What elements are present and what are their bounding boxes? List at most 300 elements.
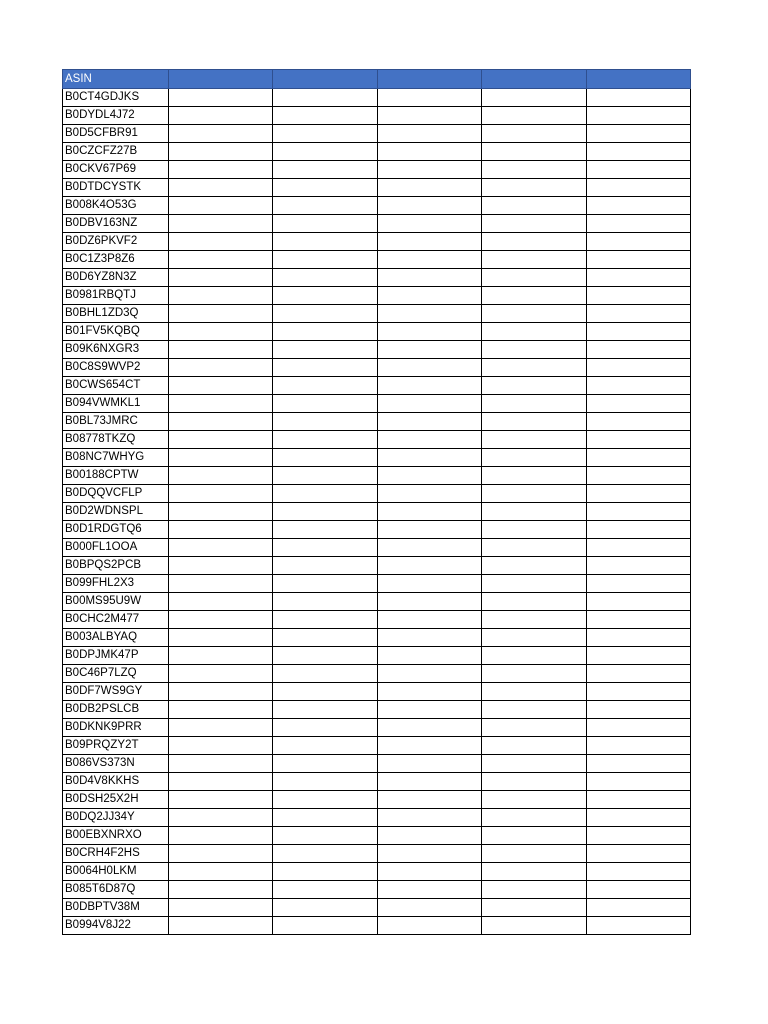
empty-cell[interactable] — [273, 467, 377, 485]
empty-cell[interactable] — [169, 539, 273, 557]
asin-cell[interactable]: B0CKV67P69 — [63, 161, 169, 179]
empty-cell[interactable] — [482, 629, 586, 647]
table-row — [63, 521, 691, 539]
asin-cell[interactable]: B0DTDCYSTK — [63, 179, 169, 197]
asin-cell[interactable]: B0C8S9WVP2 — [63, 359, 169, 377]
header-cell-5[interactable] — [482, 70, 586, 89]
asin-cell[interactable]: B0DPJMK47P — [63, 647, 169, 665]
empty-cell[interactable] — [169, 287, 273, 305]
empty-cell[interactable] — [377, 521, 481, 539]
empty-cell[interactable] — [273, 827, 377, 845]
asin-cell[interactable]: B0DF7WS9GY — [63, 683, 169, 701]
empty-cell[interactable] — [169, 449, 273, 467]
empty-cell[interactable] — [377, 791, 481, 809]
empty-cell[interactable] — [586, 629, 690, 647]
empty-cell[interactable] — [377, 539, 481, 557]
asin-cell[interactable]: B0DBPTV38M — [63, 899, 169, 917]
empty-cell[interactable] — [273, 557, 377, 575]
empty-cell[interactable] — [586, 305, 690, 323]
asin-cell[interactable]: B00188CPTW — [63, 467, 169, 485]
empty-cell[interactable] — [377, 845, 481, 863]
empty-cell[interactable] — [377, 89, 481, 107]
empty-cell[interactable] — [169, 305, 273, 323]
empty-cell[interactable] — [482, 917, 586, 935]
empty-cell[interactable] — [482, 881, 586, 899]
empty-cell[interactable] — [273, 845, 377, 863]
empty-cell[interactable] — [482, 341, 586, 359]
empty-cell[interactable] — [482, 845, 586, 863]
empty-cell[interactable] — [482, 755, 586, 773]
empty-cell[interactable] — [169, 467, 273, 485]
table-row — [63, 899, 691, 917]
empty-cell[interactable] — [377, 431, 481, 449]
empty-cell[interactable] — [169, 377, 273, 395]
empty-cell[interactable] — [169, 161, 273, 179]
empty-cell[interactable] — [273, 233, 377, 251]
empty-cell[interactable] — [273, 773, 377, 791]
table-row — [63, 143, 691, 161]
empty-cell[interactable] — [586, 863, 690, 881]
empty-cell[interactable] — [273, 161, 377, 179]
empty-cell[interactable] — [273, 143, 377, 161]
asin-cell[interactable]: B0D6YZ8N3Z — [63, 269, 169, 287]
asin-cell[interactable]: B0C46P7LZQ — [63, 665, 169, 683]
empty-cell[interactable] — [586, 377, 690, 395]
empty-cell[interactable] — [169, 863, 273, 881]
empty-cell[interactable] — [586, 233, 690, 251]
empty-cell[interactable] — [377, 377, 481, 395]
empty-cell[interactable] — [482, 521, 586, 539]
empty-cell[interactable] — [586, 593, 690, 611]
empty-cell[interactable] — [377, 809, 481, 827]
empty-cell[interactable] — [586, 611, 690, 629]
asin-cell[interactable]: B0D1RDGTQ6 — [63, 521, 169, 539]
empty-cell[interactable] — [273, 683, 377, 701]
empty-cell[interactable] — [377, 161, 481, 179]
empty-cell[interactable] — [273, 899, 377, 917]
asin-cell[interactable]: B0CWS654CT — [63, 377, 169, 395]
header-cell-3[interactable] — [273, 70, 377, 89]
empty-cell[interactable] — [586, 215, 690, 233]
empty-cell[interactable] — [169, 809, 273, 827]
empty-cell[interactable] — [482, 665, 586, 683]
empty-cell[interactable] — [377, 719, 481, 737]
empty-cell[interactable] — [482, 557, 586, 575]
empty-cell[interactable] — [586, 467, 690, 485]
empty-cell[interactable] — [169, 143, 273, 161]
empty-cell[interactable] — [482, 863, 586, 881]
empty-cell[interactable] — [273, 755, 377, 773]
empty-cell[interactable] — [273, 611, 377, 629]
empty-cell[interactable] — [586, 485, 690, 503]
empty-cell[interactable] — [169, 179, 273, 197]
empty-cell[interactable] — [586, 575, 690, 593]
empty-cell[interactable] — [586, 143, 690, 161]
empty-cell[interactable] — [586, 917, 690, 935]
empty-cell[interactable] — [273, 197, 377, 215]
empty-cell[interactable] — [273, 575, 377, 593]
empty-cell[interactable] — [377, 917, 481, 935]
empty-cell[interactable] — [273, 431, 377, 449]
asin-cell[interactable]: B086VS373N — [63, 755, 169, 773]
empty-cell[interactable] — [273, 719, 377, 737]
empty-cell[interactable] — [273, 809, 377, 827]
table-row — [63, 575, 691, 593]
empty-cell[interactable] — [377, 107, 481, 125]
asin-cell[interactable]: B008K4O53G — [63, 197, 169, 215]
empty-cell[interactable] — [482, 593, 586, 611]
empty-cell[interactable] — [169, 521, 273, 539]
empty-cell[interactable] — [169, 359, 273, 377]
empty-cell[interactable] — [273, 107, 377, 125]
empty-cell[interactable] — [482, 683, 586, 701]
empty-cell[interactable] — [586, 197, 690, 215]
empty-cell[interactable] — [377, 881, 481, 899]
empty-cell[interactable] — [586, 161, 690, 179]
asin-cell[interactable]: B085T6D87Q — [63, 881, 169, 899]
empty-cell[interactable] — [586, 899, 690, 917]
asin-cell[interactable]: B0DYDL4J72 — [63, 107, 169, 125]
empty-cell[interactable] — [377, 287, 481, 305]
empty-cell[interactable] — [586, 341, 690, 359]
empty-cell[interactable] — [273, 125, 377, 143]
empty-cell[interactable] — [273, 881, 377, 899]
empty-cell[interactable] — [482, 107, 586, 125]
empty-cell[interactable] — [377, 215, 481, 233]
empty-cell[interactable] — [169, 899, 273, 917]
empty-cell[interactable] — [586, 269, 690, 287]
empty-cell[interactable] — [586, 431, 690, 449]
empty-cell[interactable] — [482, 647, 586, 665]
empty-cell[interactable] — [169, 251, 273, 269]
empty-cell[interactable] — [482, 485, 586, 503]
empty-cell[interactable] — [482, 197, 586, 215]
empty-cell[interactable] — [586, 881, 690, 899]
empty-cell[interactable] — [586, 809, 690, 827]
empty-cell[interactable] — [586, 773, 690, 791]
empty-cell[interactable] — [169, 413, 273, 431]
empty-cell[interactable] — [482, 899, 586, 917]
empty-cell[interactable] — [482, 467, 586, 485]
empty-cell[interactable] — [482, 323, 586, 341]
empty-cell[interactable] — [377, 179, 481, 197]
empty-cell[interactable] — [377, 359, 481, 377]
empty-cell[interactable] — [273, 701, 377, 719]
empty-cell[interactable] — [586, 395, 690, 413]
empty-cell[interactable] — [169, 611, 273, 629]
empty-cell[interactable] — [169, 701, 273, 719]
asin-cell[interactable]: B0DBV163NZ — [63, 215, 169, 233]
empty-cell[interactable] — [169, 881, 273, 899]
empty-cell[interactable] — [377, 341, 481, 359]
asin-cell[interactable]: B0DB2PSLCB — [63, 701, 169, 719]
table-row — [63, 161, 691, 179]
asin-cell[interactable]: B00EBXNRXO — [63, 827, 169, 845]
empty-cell[interactable] — [169, 773, 273, 791]
asin-cell[interactable]: B0CT4GDJKS — [63, 89, 169, 107]
header-cell-asin[interactable]: ASIN — [63, 70, 169, 89]
empty-cell[interactable] — [169, 197, 273, 215]
asin-cell[interactable]: B00MS95U9W — [63, 593, 169, 611]
empty-cell[interactable] — [482, 161, 586, 179]
asin-cell[interactable]: B0994V8J22 — [63, 917, 169, 935]
asin-cell[interactable]: B08NC7WHYG — [63, 449, 169, 467]
empty-cell[interactable] — [377, 683, 481, 701]
empty-cell[interactable] — [377, 269, 481, 287]
empty-cell[interactable] — [586, 539, 690, 557]
empty-cell[interactable] — [586, 413, 690, 431]
empty-cell[interactable] — [273, 593, 377, 611]
empty-cell[interactable] — [169, 593, 273, 611]
empty-cell[interactable] — [377, 899, 481, 917]
empty-cell[interactable] — [586, 647, 690, 665]
empty-cell[interactable] — [273, 503, 377, 521]
empty-cell[interactable] — [377, 593, 481, 611]
empty-cell[interactable] — [273, 449, 377, 467]
asin-cell[interactable]: B099FHL2X3 — [63, 575, 169, 593]
empty-cell[interactable] — [273, 269, 377, 287]
empty-cell[interactable] — [169, 107, 273, 125]
table-row — [63, 125, 691, 143]
table-row — [63, 827, 691, 845]
empty-cell[interactable] — [273, 629, 377, 647]
empty-cell[interactable] — [169, 485, 273, 503]
asin-cell[interactable]: B0CHC2M477 — [63, 611, 169, 629]
empty-cell[interactable] — [586, 179, 690, 197]
asin-cell[interactable]: B0DZ6PKVF2 — [63, 233, 169, 251]
asin-cell[interactable]: B0CZCFZ27B — [63, 143, 169, 161]
empty-cell[interactable] — [482, 395, 586, 413]
empty-cell[interactable] — [273, 413, 377, 431]
empty-cell[interactable] — [377, 413, 481, 431]
empty-cell[interactable] — [586, 557, 690, 575]
empty-cell[interactable] — [273, 323, 377, 341]
empty-cell[interactable] — [377, 701, 481, 719]
empty-cell[interactable] — [377, 467, 481, 485]
asin-table — [62, 69, 691, 935]
asin-cell[interactable]: B0D4V8KKHS — [63, 773, 169, 791]
empty-cell[interactable] — [273, 359, 377, 377]
header-cell-4[interactable] — [377, 70, 481, 89]
empty-cell[interactable] — [273, 251, 377, 269]
empty-cell[interactable] — [169, 791, 273, 809]
empty-cell[interactable] — [377, 485, 481, 503]
asin-cell[interactable]: B0BHL1ZD3Q — [63, 305, 169, 323]
empty-cell[interactable] — [482, 773, 586, 791]
empty-cell[interactable] — [169, 737, 273, 755]
empty-cell[interactable] — [482, 539, 586, 557]
asin-cell[interactable]: B0C1Z3P8Z6 — [63, 251, 169, 269]
empty-cell[interactable] — [377, 305, 481, 323]
empty-cell[interactable] — [586, 791, 690, 809]
empty-cell[interactable] — [169, 665, 273, 683]
empty-cell[interactable] — [586, 251, 690, 269]
empty-cell[interactable] — [586, 845, 690, 863]
empty-cell[interactable] — [273, 89, 377, 107]
empty-cell[interactable] — [482, 89, 586, 107]
empty-cell[interactable] — [377, 863, 481, 881]
asin-cell[interactable]: B0981RBQTJ — [63, 287, 169, 305]
empty-cell[interactable] — [586, 683, 690, 701]
empty-cell[interactable] — [586, 359, 690, 377]
empty-cell[interactable] — [169, 341, 273, 359]
empty-cell[interactable] — [273, 791, 377, 809]
empty-cell[interactable] — [169, 917, 273, 935]
empty-cell[interactable] — [377, 233, 481, 251]
empty-cell[interactable] — [586, 287, 690, 305]
asin-cell[interactable]: B0DKNK9PRR — [63, 719, 169, 737]
asin-cell[interactable]: B0DQQVCFLP — [63, 485, 169, 503]
empty-cell[interactable] — [273, 215, 377, 233]
empty-cell[interactable] — [377, 665, 481, 683]
empty-cell[interactable] — [169, 719, 273, 737]
empty-cell[interactable] — [273, 287, 377, 305]
empty-cell[interactable] — [482, 359, 586, 377]
empty-cell[interactable] — [273, 485, 377, 503]
empty-cell[interactable] — [377, 629, 481, 647]
empty-cell[interactable] — [169, 557, 273, 575]
table-row — [63, 395, 691, 413]
empty-cell[interactable] — [377, 647, 481, 665]
asin-cell[interactable]: B0064H0LKM — [63, 863, 169, 881]
asin-cell[interactable]: B0D2WDNSPL — [63, 503, 169, 521]
empty-cell[interactable] — [273, 395, 377, 413]
asin-cell[interactable]: B01FV5KQBQ — [63, 323, 169, 341]
empty-cell[interactable] — [586, 449, 690, 467]
asin-cell[interactable]: B0BPQS2PCB — [63, 557, 169, 575]
table-row — [63, 305, 691, 323]
asin-cell[interactable]: B09PRQZY2T — [63, 737, 169, 755]
empty-cell[interactable] — [377, 125, 481, 143]
empty-cell[interactable] — [482, 269, 586, 287]
empty-cell[interactable] — [377, 395, 481, 413]
empty-cell[interactable] — [377, 737, 481, 755]
empty-cell[interactable] — [273, 863, 377, 881]
asin-cell[interactable]: B0CRH4F2HS — [63, 845, 169, 863]
empty-cell[interactable] — [169, 827, 273, 845]
empty-cell[interactable] — [169, 323, 273, 341]
asin-cell[interactable]: B0DQ2JJ34Y — [63, 809, 169, 827]
empty-cell[interactable] — [377, 143, 481, 161]
empty-cell[interactable] — [586, 107, 690, 125]
empty-cell[interactable] — [482, 287, 586, 305]
empty-cell[interactable] — [482, 809, 586, 827]
empty-cell[interactable] — [273, 305, 377, 323]
asin-cell[interactable]: B003ALBYAQ — [63, 629, 169, 647]
empty-cell[interactable] — [482, 737, 586, 755]
asin-cell[interactable]: B0DSH25X2H — [63, 791, 169, 809]
asin-cell[interactable]: B000FL1OOA — [63, 539, 169, 557]
empty-cell[interactable] — [169, 683, 273, 701]
empty-cell[interactable] — [169, 845, 273, 863]
empty-cell[interactable] — [169, 503, 273, 521]
empty-cell[interactable] — [482, 143, 586, 161]
empty-cell[interactable] — [169, 647, 273, 665]
empty-cell[interactable] — [377, 323, 481, 341]
empty-cell[interactable] — [169, 125, 273, 143]
empty-cell[interactable] — [482, 575, 586, 593]
asin-cell[interactable]: B0D5CFBR91 — [63, 125, 169, 143]
asin-cell[interactable]: B0BL73JMRC — [63, 413, 169, 431]
empty-cell[interactable] — [586, 701, 690, 719]
empty-cell[interactable] — [482, 719, 586, 737]
empty-cell[interactable] — [586, 737, 690, 755]
empty-cell[interactable] — [482, 179, 586, 197]
asin-cell[interactable]: B09K6NXGR3 — [63, 341, 169, 359]
empty-cell[interactable] — [482, 449, 586, 467]
empty-cell[interactable] — [482, 251, 586, 269]
empty-cell[interactable] — [586, 755, 690, 773]
empty-cell[interactable] — [377, 611, 481, 629]
asin-sheet — [62, 69, 690, 935]
empty-cell[interactable] — [169, 395, 273, 413]
empty-cell[interactable] — [377, 755, 481, 773]
empty-cell[interactable] — [273, 737, 377, 755]
empty-cell[interactable] — [586, 827, 690, 845]
empty-cell[interactable] — [586, 89, 690, 107]
table-row — [63, 359, 691, 377]
empty-cell[interactable] — [586, 719, 690, 737]
empty-cell[interactable] — [273, 521, 377, 539]
empty-cell[interactable] — [273, 179, 377, 197]
empty-cell[interactable] — [482, 413, 586, 431]
empty-cell[interactable] — [169, 269, 273, 287]
empty-cell[interactable] — [169, 431, 273, 449]
empty-cell[interactable] — [377, 575, 481, 593]
asin-cell[interactable]: B08778TKZQ — [63, 431, 169, 449]
empty-cell[interactable] — [273, 665, 377, 683]
empty-cell[interactable] — [169, 629, 273, 647]
empty-cell[interactable] — [482, 431, 586, 449]
asin-cell[interactable]: B094VWMKL1 — [63, 395, 169, 413]
empty-cell[interactable] — [169, 215, 273, 233]
empty-cell[interactable] — [377, 251, 481, 269]
header-cell-2[interactable] — [169, 70, 273, 89]
empty-cell[interactable] — [377, 827, 481, 845]
empty-cell[interactable] — [482, 233, 586, 251]
empty-cell[interactable] — [273, 341, 377, 359]
empty-cell[interactable] — [169, 89, 273, 107]
empty-cell[interactable] — [482, 215, 586, 233]
empty-cell[interactable] — [482, 305, 586, 323]
empty-cell[interactable] — [377, 503, 481, 521]
empty-cell[interactable] — [273, 647, 377, 665]
empty-cell[interactable] — [482, 125, 586, 143]
empty-cell[interactable] — [482, 791, 586, 809]
empty-cell[interactable] — [273, 377, 377, 395]
empty-cell[interactable] — [377, 557, 481, 575]
header-cell-6[interactable] — [586, 70, 690, 89]
empty-cell[interactable] — [169, 755, 273, 773]
empty-cell[interactable] — [273, 917, 377, 935]
empty-cell[interactable] — [377, 197, 481, 215]
empty-cell[interactable] — [586, 665, 690, 683]
empty-cell[interactable] — [377, 449, 481, 467]
empty-cell[interactable] — [273, 539, 377, 557]
empty-cell[interactable] — [586, 503, 690, 521]
empty-cell[interactable] — [169, 233, 273, 251]
empty-cell[interactable] — [482, 503, 586, 521]
empty-cell[interactable] — [482, 377, 586, 395]
empty-cell[interactable] — [586, 521, 690, 539]
empty-cell[interactable] — [169, 575, 273, 593]
empty-cell[interactable] — [586, 323, 690, 341]
empty-cell[interactable] — [377, 773, 481, 791]
empty-cell[interactable] — [586, 125, 690, 143]
empty-cell[interactable] — [482, 701, 586, 719]
empty-cell[interactable] — [482, 611, 586, 629]
empty-cell[interactable] — [482, 827, 586, 845]
